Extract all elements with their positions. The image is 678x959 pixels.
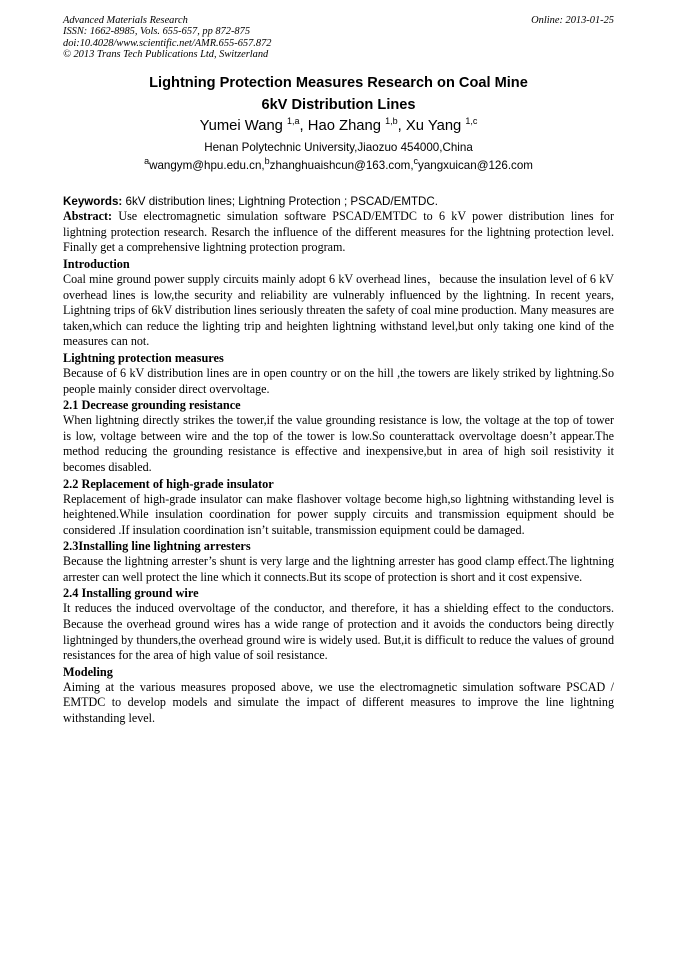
online-date: Online: 2013-01-25	[531, 15, 614, 26]
section-heading-introduction: Introduction	[63, 256, 130, 271]
keywords-text: 6kV distribution lines; Lightning Protection ; PSCAD/EMTDC.	[122, 195, 439, 209]
title-line-2: 6kV Distribution Lines	[261, 97, 416, 114]
subsection-heading-2-1: 2.1 Decrease grounding resistance	[63, 398, 241, 413]
issn-line: ISSN: 1662-8985, Vols. 655-657, pp 872-875	[63, 26, 251, 38]
email-list	[63, 157, 614, 175]
author-affiliation-mark: 1,c	[465, 116, 478, 127]
abstract	[63, 209, 614, 256]
journal-header	[63, 15, 614, 60]
author-name: Xu Yang	[405, 118, 462, 135]
author-separator: ,	[397, 118, 406, 135]
email-address[interactable]: wangym@hpu.edu.cn,	[149, 159, 265, 173]
section-text-modeling: Aiming at the various measures proposed above, we use the electromagnetic simulation software PSCAD / EMTDC to develop models and simulate the impact of different measures to improve the line lightning withstanding level.	[63, 679, 614, 726]
keywords	[63, 194, 614, 209]
email-address[interactable]: yangxuican@126.com	[418, 159, 533, 173]
author-separator: ,	[299, 118, 308, 135]
email-mark: a	[144, 156, 150, 167]
author-name: Hao Zhang	[307, 118, 381, 135]
email-mark: c	[413, 156, 419, 167]
subsection-heading-2-3: 2.3Installing line lightning arresters	[63, 539, 251, 554]
author-affiliation-mark: 1,b	[385, 116, 398, 127]
title-line-1: Lightning Protection Measures Research on Coal Mine	[149, 75, 528, 92]
abstract-label: Abstract:	[63, 209, 113, 224]
section-heading-protection-measures: Lightning protection measures	[63, 350, 224, 365]
keywords-label: Keywords:	[63, 195, 123, 209]
author-list	[63, 116, 614, 136]
affiliation: Henan Polytechnic University,Jiaozuo 454000,China	[204, 141, 473, 155]
subsection-text-2-3: Because the lightning arrester’s shunt is very large and the lightning arrester has good clamp effect.The lightning arrester can well protect the line which it connects.But its scope of protection is short and it cost expensive.	[63, 554, 614, 584]
section-heading-modeling: Modeling	[63, 664, 113, 679]
author-name: Yumei Wang	[199, 118, 283, 135]
copyright-line: © 2013 Trans Tech Publications Ltd, Switzerland	[63, 48, 269, 60]
email-address[interactable]: zhanghuaishcun@163.com,	[269, 159, 414, 173]
abstract-text: Use electromagnetic simulation software PSCAD/EMTDC to 6 kV power distribution lines for lightning protection research. Resarch the influence of the different measures for the lightning protection level. Finally get a comprehensive lightning protection program.	[63, 209, 614, 255]
paper-title	[63, 72, 614, 116]
journal-name: Advanced Materials Research	[63, 15, 188, 26]
subsection-heading-2-2: 2.2 Replacement of high-grade insulator	[63, 476, 274, 491]
email-mark: b	[264, 156, 270, 167]
section-text-protection-measures: Because of 6 kV distribution lines are in open country or on the hill ,the towers are likely striked by lightning.So people mainly consider direct overvoltage.	[63, 365, 614, 396]
subsection-heading-2-4: 2.4 Installing ground wire	[63, 586, 199, 601]
paper-page	[63, 15, 614, 727]
subsection-text-2-4: It reduces the induced overvoltage of the conductor, and therefore, it has a shielding effect to the conductors. Because the overhead ground wires has a wide range of protection and it avoids the conductors being directly lightninged by thunders,the overhead ground wire is widely used. But,it is difficult to reduce the values of ground resistances for the area of high value of soil resistance.	[63, 601, 614, 663]
subsection-text-2-2: Replacement of high-grade insulator can make flashover voltage become high,so lightning withstanding level is heightened.While insulation coordination for power supply circuits and transmission equipment should be considered .If insulation coordination isn’t suitable, transmission equipment could be damaged.	[63, 491, 614, 537]
doi-line[interactable]: doi:10.4028/www.scientific.net/AMR.655-657.872	[63, 37, 272, 49]
author-affiliation-mark: 1,a	[287, 116, 300, 127]
subsection-text-2-1: When lightning directly strikes the tower,if the value grounding resistance is low, the voltage at the top of tower is low, voltage between wire and the top of the tower is low.So counterattack overvoltage doesn’t appear.The method reducing the grounding resistance is effective and inexpensive,but in area of high soil resistivity it becomes disabled.	[63, 413, 614, 474]
section-text-introduction: Coal mine ground power supply circuits mainly adopt 6 kV overhead lines，because the insulation level of 6 kV overhead lines is low,the security and reliability are vulnerably influenced by the lightning. In recent years, Lightning trips of 6kV distribution lines seriously threaten the safety of coal mine production. Many measures are taken,which can reduce the lighting trip and heighten lightning withstand level,but only taking one kind of the measures can not.	[63, 271, 614, 349]
